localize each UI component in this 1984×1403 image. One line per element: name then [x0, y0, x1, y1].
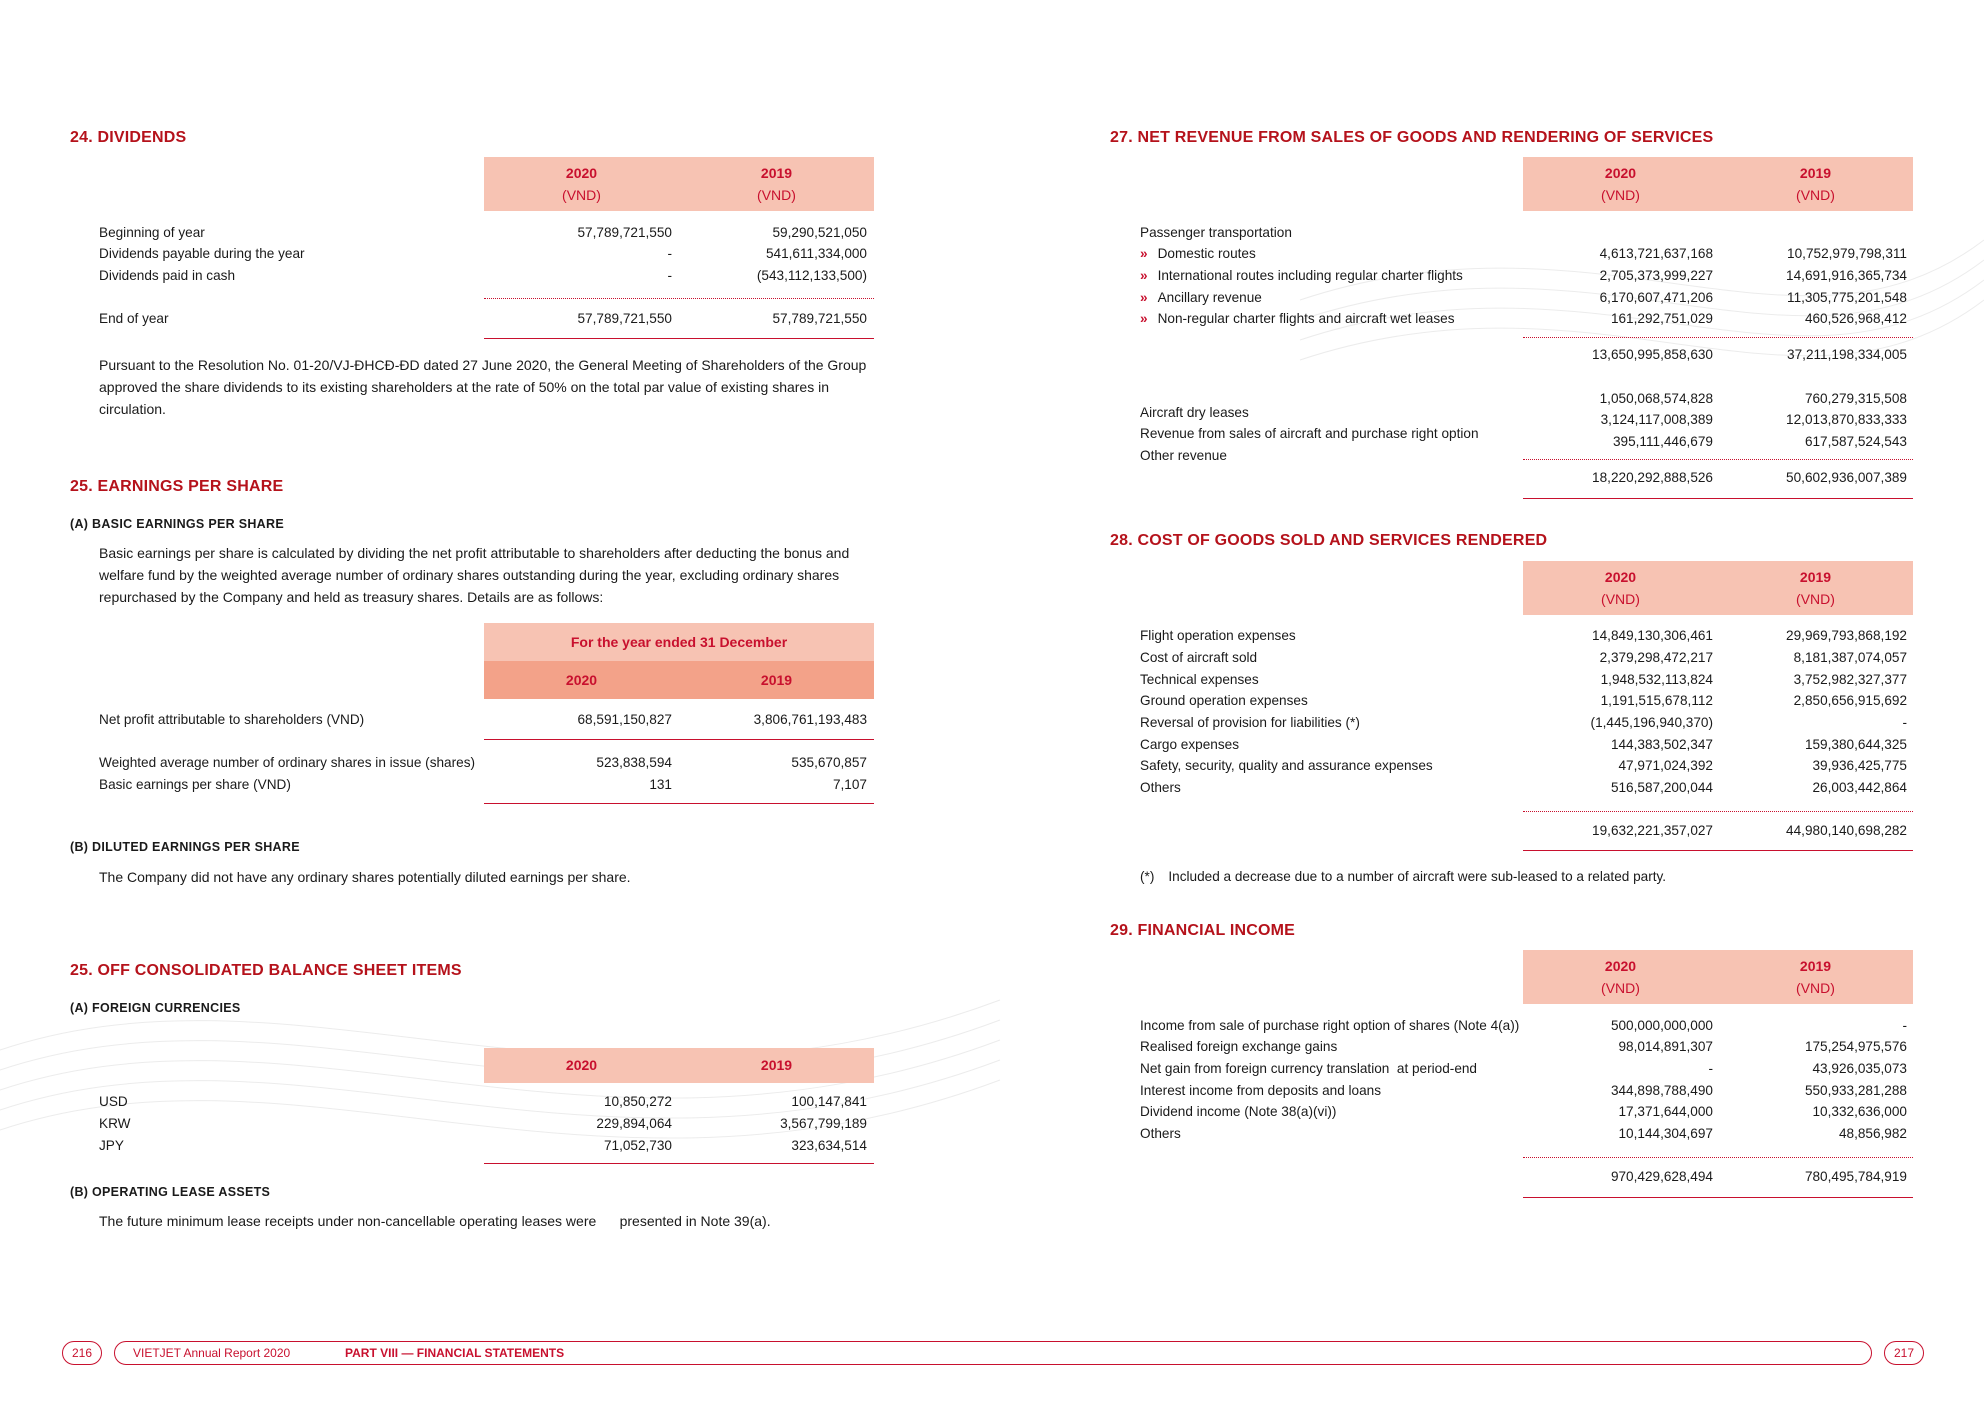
- value-2019: 59,290,521,050: [772, 225, 867, 240]
- section-title-off-balance: 25. OFF CONSOLIDATED BALANCE SHEET ITEMS: [70, 962, 462, 979]
- value-2020: 47,971,024,392: [1618, 758, 1713, 773]
- row-label: Safety, security, quality and assurance expenses: [1140, 758, 1433, 773]
- bullet-row: [1140, 287, 1262, 309]
- row-label: Other revenue: [1140, 448, 1227, 463]
- value-2020: 17,371,644,000: [1618, 1104, 1713, 1119]
- value-2019: 12,013,870,833,333: [1786, 412, 1907, 427]
- table-header-currencies: [484, 1048, 874, 1083]
- value-2019: -: [1902, 715, 1907, 730]
- value-2019: 3,806,761,193,483: [753, 712, 867, 727]
- passenger-transportation-label: Passenger transportation: [1140, 225, 1292, 240]
- row-label: Ground operation expenses: [1140, 693, 1308, 708]
- row-label: Domestic routes: [1157, 246, 1256, 261]
- col-2020-label: 2020: [1604, 958, 1637, 974]
- divider: [1523, 850, 1913, 851]
- value-2020: 10,144,304,697: [1618, 1126, 1713, 1141]
- page-number-left: 216: [71, 1346, 93, 1360]
- value-2020: 14,849,130,306,461: [1592, 628, 1713, 643]
- total-2020: 970,429,628,494: [1610, 1169, 1713, 1184]
- divider: [484, 338, 874, 339]
- bullet-icon: »: [1140, 246, 1148, 261]
- row-label: Revenue from sales of aircraft and purchase right option: [1140, 426, 1479, 441]
- value-2019: 29,969,793,868,192: [1786, 628, 1907, 643]
- bullet-row: [1140, 243, 1256, 265]
- page-number-right: 217: [1893, 1346, 1915, 1360]
- row-label: Dividends payable during the year: [99, 246, 305, 261]
- report-title: VIETJET Annual Report 2020: [133, 1346, 291, 1360]
- row-label: Reversal of provision for liabilities (*): [1140, 715, 1360, 730]
- row-label: Cost of aircraft sold: [1140, 650, 1258, 665]
- period-label: For the year ended 31 December: [570, 634, 788, 650]
- total-2019: 50,602,936,007,389: [1786, 470, 1907, 485]
- col-2019-unit: (VND): [1796, 980, 1835, 996]
- subtotal-2020: 13,650,995,858,630: [1592, 347, 1713, 362]
- value-2020: 71,052,730: [603, 1138, 672, 1153]
- row-label-end-of-year: End of year: [99, 311, 169, 326]
- value-2019: 48,856,982: [1838, 1126, 1907, 1141]
- row-label: Interest income from deposits and loans: [1140, 1083, 1382, 1098]
- value-2020: 344,898,788,490: [1610, 1083, 1713, 1098]
- col-2020-label: 2020: [565, 1057, 598, 1073]
- value-2020: 4,613,721,637,168: [1599, 246, 1713, 261]
- value-2019: 617,587,524,543: [1804, 434, 1907, 449]
- value-2019: 7,107: [832, 777, 867, 792]
- row-label: Flight operation expenses: [1140, 628, 1296, 643]
- basic-eps-paragraph: Basic earnings per share is calculated by dividing the net profit attributable to shareholders after deducting the bonus and welfare fund by the weighted average number of ordinary shares outstanding during the year, excluding ordinary shares repurchased by the Company and held as treasury shares. Details are as follows:: [99, 545, 850, 605]
- divider: [1523, 459, 1913, 460]
- row-label: Weighted average number of ordinary shares in issue (shares): [99, 755, 476, 770]
- value-2020: 516,587,200,044: [1610, 780, 1713, 795]
- row-label: Basic earnings per share (VND): [99, 777, 291, 792]
- col-2020-unit: (VND): [1601, 980, 1640, 996]
- value-2020: 1,050,068,574,828: [1599, 391, 1713, 406]
- row-label: Dividend income (Note 38(a)(vi)): [1140, 1104, 1337, 1119]
- section-title-eps: 25. EARNINGS PER SHARE: [70, 478, 284, 495]
- subsection-title-foreign-currencies: (A) FOREIGN CURRENCIES: [70, 1001, 241, 1015]
- value-2019: 3,567,799,189: [780, 1116, 867, 1131]
- col-2020-label: 2020: [565, 165, 598, 181]
- value-2020: 131: [649, 777, 672, 792]
- bullet-icon: »: [1140, 268, 1148, 283]
- value-2020: 2,379,298,472,217: [1599, 650, 1713, 665]
- col-2020-unit: (VND): [1601, 187, 1640, 203]
- value-2019: 14,691,916,365,734: [1786, 268, 1907, 283]
- col-2019-label: 2019: [1799, 165, 1832, 181]
- total-2019: 44,980,140,698,282: [1786, 823, 1907, 838]
- value-2019: 460,526,968,412: [1804, 311, 1907, 326]
- divider: [1523, 1197, 1913, 1198]
- value-2019: 323,634,514: [791, 1138, 867, 1153]
- subsection-title-diluted-eps: (B) DILUTED EARNINGS PER SHARE: [70, 840, 300, 854]
- section-title-net-revenue: 27. NET REVENUE FROM SALES OF GOODS AND RENDERING OF SERVICES: [1110, 129, 1714, 146]
- bullet-icon: »: [1140, 311, 1148, 326]
- row-label: Net profit attributable to shareholders (VND): [99, 712, 365, 727]
- value-2020: -: [667, 246, 672, 261]
- row-label: Technical expenses: [1140, 672, 1259, 687]
- value-2019: -: [1902, 1018, 1907, 1033]
- col-2019-label: 2019: [760, 1057, 793, 1073]
- operating-lease-paragraph: The future minimum lease receipts under non-cancellable operating leases were presented in Note 39(a).: [99, 1213, 771, 1229]
- table-header-period: [484, 623, 874, 661]
- row-label: Beginning of year: [99, 225, 205, 240]
- table-header-financial-income: [1523, 950, 1913, 1004]
- value-2019: 39,936,425,775: [1812, 758, 1907, 773]
- value-2020: 57,789,721,550: [577, 311, 672, 326]
- divider: [1523, 337, 1913, 338]
- footer-bar: [114, 1341, 1872, 1365]
- page-number-left-pill: [62, 1341, 102, 1365]
- value-2020: 6,170,607,471,206: [1599, 290, 1713, 305]
- subsection-title-basic-eps: (A) BASIC EARNINGS PER SHARE: [70, 517, 284, 531]
- row-label: Others: [1140, 1126, 1181, 1141]
- section-title-financial-income: 29. FINANCIAL INCOME: [1110, 922, 1296, 939]
- value-2020: 57,789,721,550: [577, 225, 672, 240]
- col-2020-label: 2020: [565, 672, 598, 688]
- divider: [1523, 811, 1913, 812]
- row-label: Non-regular charter flights and aircraft wet leases: [1157, 311, 1455, 326]
- value-2020: 144,383,502,347: [1610, 737, 1713, 752]
- total-2019: 780,495,784,919: [1804, 1169, 1907, 1184]
- footnote: [1140, 866, 1666, 888]
- row-label: Ancillary revenue: [1157, 290, 1262, 305]
- value-2019: 10,752,979,798,311: [1787, 246, 1907, 261]
- col-2019-unit: (VND): [1796, 187, 1835, 203]
- footnote-mark: (*): [1140, 869, 1155, 884]
- value-2019: 100,147,841: [791, 1094, 867, 1109]
- value-2020: 1,191,515,678,112: [1600, 693, 1713, 708]
- value-2019: 26,003,442,864: [1812, 780, 1907, 795]
- row-label: International routes including regular charter flights: [1157, 268, 1463, 283]
- col-2020-unit: (VND): [562, 187, 601, 203]
- page-number-right-pill: [1884, 1341, 1924, 1365]
- currency-label: JPY: [99, 1138, 124, 1153]
- value-2019: 760,279,315,508: [1804, 391, 1907, 406]
- col-2019-label: 2019: [760, 165, 793, 181]
- value-2019: 3,752,982,327,377: [1793, 672, 1907, 687]
- value-2019: 11,305,775,201,548: [1787, 290, 1907, 305]
- bullet-row: [1140, 308, 1455, 330]
- value-2019: 8,181,387,074,057: [1793, 650, 1907, 665]
- value-2020: -: [1708, 1061, 1713, 1076]
- value-2020: 98,014,891,307: [1618, 1039, 1713, 1054]
- col-2019-label: 2019: [1799, 569, 1832, 585]
- part-title: PART VIII — FINANCIAL STATEMENTS: [345, 1346, 565, 1360]
- col-2019-unit: (VND): [1796, 591, 1835, 607]
- divider: [1523, 1157, 1913, 1158]
- bullet-row: [1140, 265, 1463, 287]
- value-2020: 500,000,000,000: [1610, 1018, 1713, 1033]
- value-2019: 10,332,636,000: [1812, 1104, 1907, 1119]
- section-title-cogs: 28. COST OF GOODS SOLD AND SERVICES RENDERED: [1110, 532, 1548, 549]
- divider: [484, 739, 874, 740]
- divider: [484, 1163, 874, 1164]
- value-2020: 3,124,117,008,389: [1600, 412, 1713, 427]
- divider: [484, 803, 874, 804]
- divider: [1523, 498, 1913, 499]
- col-2019-unit: (VND): [757, 187, 796, 203]
- row-label: Others: [1140, 780, 1181, 795]
- value-2020: (1,445,196,940,370): [1590, 715, 1713, 730]
- total-2020: 18,220,292,888,526: [1592, 470, 1713, 485]
- diluted-eps-paragraph: The Company did not have any ordinary shares potentially diluted earnings per share.: [99, 869, 631, 885]
- table-header-cogs: [1523, 561, 1913, 615]
- row-label: Dividends paid in cash: [99, 268, 236, 283]
- total-2020: 19,632,221,357,027: [1592, 823, 1713, 838]
- value-2020: -: [667, 268, 672, 283]
- col-2019-label: 2019: [760, 672, 793, 688]
- col-2020-label: 2020: [1604, 165, 1637, 181]
- value-2019: 43,926,035,073: [1812, 1061, 1907, 1076]
- subsection-title-operating-lease: (B) OPERATING LEASE ASSETS: [70, 1185, 271, 1199]
- section-title-dividends: 24. DIVIDENDS: [70, 129, 187, 146]
- value-2020: 2,705,373,999,227: [1599, 268, 1713, 283]
- subtotal-2019: 37,211,198,334,005: [1787, 347, 1907, 362]
- bullet-icon: »: [1140, 290, 1148, 305]
- value-2019: 175,254,975,576: [1804, 1039, 1907, 1054]
- row-label: Cargo expenses: [1140, 737, 1239, 752]
- value-2020: 161,292,751,029: [1610, 311, 1713, 326]
- col-2019-label: 2019: [1799, 958, 1832, 974]
- table-header-net-revenue: [1523, 157, 1913, 211]
- currency-label: USD: [99, 1094, 128, 1109]
- dividends-paragraph: Pursuant to the Resolution No. 01-20/VJ-ĐHCĐ-ĐD dated 27 June 2020, the General Meeting of Shareholders of the Group approved the share dividends to its existing shareholders at the rate of 50% on the total par value of existing shares in circulation.: [99, 357, 867, 417]
- row-label: Realised foreign exchange gains: [1140, 1039, 1338, 1054]
- value-2020: 1,948,532,113,824: [1600, 672, 1713, 687]
- table-header-dividends: [484, 157, 874, 211]
- value-2020: 10,850,272: [603, 1094, 672, 1109]
- value-2019: 2,850,656,915,692: [1793, 693, 1907, 708]
- value-2020: 395,111,446,679: [1612, 434, 1713, 449]
- value-2020: 68,591,150,827: [577, 712, 672, 727]
- footnote-text: Included a decrease due to a number of aircraft were sub-leased to a related party.: [1168, 869, 1667, 884]
- row-label: Income from sale of purchase right option of shares (Note 4(a)): [1140, 1018, 1520, 1033]
- value-2019: 57,789,721,550: [772, 311, 867, 326]
- value-2020: 523,838,594: [596, 755, 672, 770]
- value-2019: 550,933,281,288: [1804, 1083, 1907, 1098]
- divider: [484, 298, 874, 299]
- col-2020-label: 2020: [1604, 569, 1637, 585]
- value-2019: (543,112,133,500): [756, 268, 867, 283]
- table-header-years: [484, 661, 874, 699]
- value-2020: 229,894,064: [596, 1116, 672, 1131]
- value-2019: 541,611,334,000: [765, 246, 867, 261]
- col-2020-unit: (VND): [1601, 591, 1640, 607]
- currency-label: KRW: [99, 1116, 131, 1131]
- row-label: Net gain from foreign currency translation at period-end: [1140, 1061, 1477, 1076]
- value-2019: 535,670,857: [791, 755, 867, 770]
- value-2019: 159,380,644,325: [1804, 737, 1907, 752]
- row-label: Aircraft dry leases: [1140, 405, 1249, 420]
